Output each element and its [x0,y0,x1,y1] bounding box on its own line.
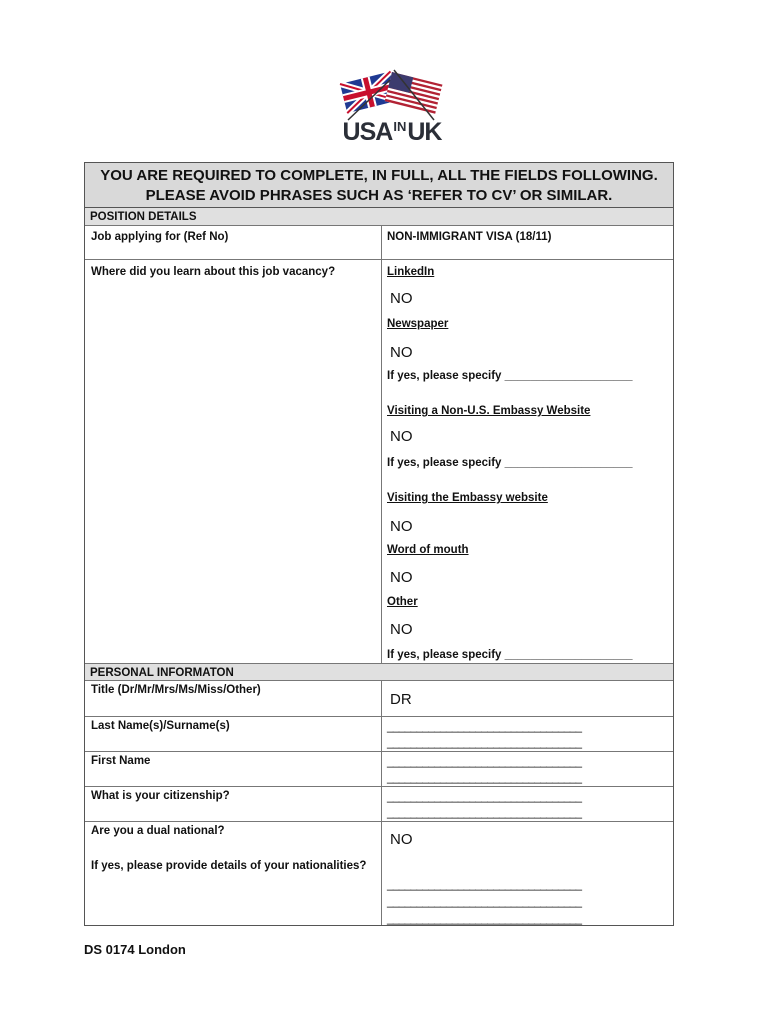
nationalities-label: If yes, please provide details of your nationalities? [91,860,367,872]
citizenship-label: What is your citizenship? [91,790,230,802]
embassy-nonus-specify[interactable]: If yes, please specify ____________________ [387,457,633,469]
row-divider [85,259,673,260]
row-divider [85,821,673,822]
nationalities-line-2[interactable]: _________________________________ [387,896,582,908]
dual-national-value[interactable]: NO [390,831,413,848]
citizenship-line-2[interactable]: _________________________________ [387,807,582,819]
section-position-details: POSITION DETAILS [85,208,673,226]
title-label: Title (Dr/Mr/Mrs/Ms/Miss/Other) [91,684,261,696]
newspaper-specify[interactable]: If yes, please specify ____________________ [387,370,633,382]
row-divider [85,751,673,752]
column-divider [381,226,382,663]
row-divider [85,786,673,787]
job-ref-value[interactable]: NON-IMMIGRANT VISA (18/11) [387,231,552,243]
citizenship-line-1[interactable]: _________________________________ [387,791,582,803]
last-name-label: Last Name(s)/Surname(s) [91,720,230,732]
other-label: Other [387,596,418,608]
first-name-line-1[interactable]: _________________________________ [387,756,582,768]
application-form [84,162,674,926]
job-ref-label: Job applying for (Ref No) [91,231,229,243]
crossed-flags-icon [334,66,450,122]
word-of-mouth-value[interactable]: NO [390,569,413,586]
first-name-line-2[interactable]: _________________________________ [387,772,582,784]
newspaper-value[interactable]: NO [390,344,413,361]
nationalities-line-3[interactable]: _________________________________ [387,913,582,925]
column-divider [381,681,382,925]
linkedin-label: LinkedIn [387,266,435,278]
linkedin-value[interactable]: NO [390,290,413,307]
logo-wordmark: $USA^{IN}UK$ [342,118,442,146]
job-source-label: Where did you learn about this job vacancy? [91,266,336,278]
dual-national-label: Are you a dual national? [91,825,225,837]
title-value[interactable]: DR [390,691,412,708]
embassy-nonus-value[interactable]: NO [390,428,413,445]
row-divider [85,716,673,717]
other-value[interactable]: NO [390,621,413,638]
document-code: DS 0174 London [84,942,186,957]
first-name-label: First Name [91,755,151,767]
embassy-nonus-label: Visiting a Non-U.S. Embassy Website [387,405,591,417]
embassy-value[interactable]: NO [390,518,413,535]
word-of-mouth-label: Word of mouth [387,544,469,556]
instructions-line-2: PLEASE AVOID PHRASES SUCH AS ‘REFER TO CV’ OR SIMILAR. [145,187,613,204]
embassy-label: Visiting the Embassy website [387,492,548,504]
other-specify[interactable]: If yes, please specify ____________________ [387,649,633,661]
form-instructions-header [85,163,673,208]
newspaper-label: Newspaper [387,318,449,330]
nationalities-line-1[interactable]: _________________________________ [387,879,582,891]
last-name-line-2[interactable]: _________________________________ [387,737,582,749]
section-personal-information: PERSONAL INFORMATON [85,663,673,681]
instructions-line-1: YOU ARE REQUIRED TO COMPLETE, IN FULL, ALL THE FIELDS FOLLOWING. [100,167,658,184]
usainuk-logo [334,66,450,150]
last-name-line-1[interactable]: _________________________________ [387,721,582,733]
